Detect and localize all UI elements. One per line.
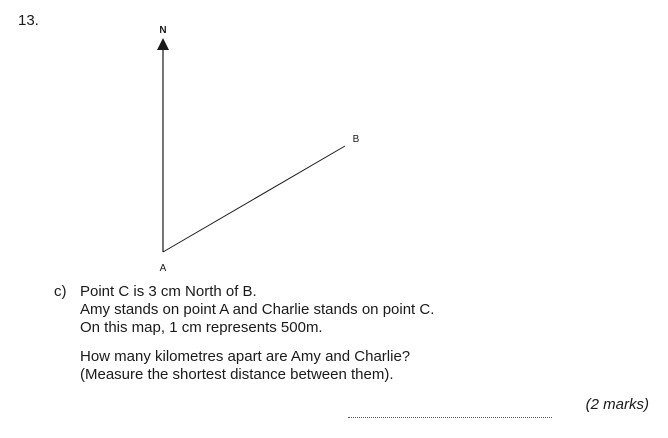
question-line-1: Point C is 3 cm North of B. bbox=[80, 283, 257, 300]
prompt-line-1: How many kilometres apart are Amy and Charlie? bbox=[80, 348, 411, 365]
prompt-line-2: (Measure the shortest distance between them). bbox=[80, 366, 394, 383]
point-a-label: A bbox=[159, 263, 167, 274]
question-number: 13. bbox=[18, 12, 39, 29]
question-line-2: Amy stands on point A and Charlie stands on point C. bbox=[80, 301, 435, 318]
marks-label: (2 marks) bbox=[585, 396, 649, 413]
part-label: c) bbox=[54, 283, 67, 300]
north-arrowhead-icon bbox=[157, 38, 169, 50]
line-a-b bbox=[163, 146, 345, 252]
point-b-label: B bbox=[352, 134, 360, 145]
north-label: N bbox=[159, 25, 167, 36]
answer-line[interactable] bbox=[348, 416, 552, 418]
question-line-3: On this map, 1 cm represents 500m. bbox=[80, 319, 323, 336]
